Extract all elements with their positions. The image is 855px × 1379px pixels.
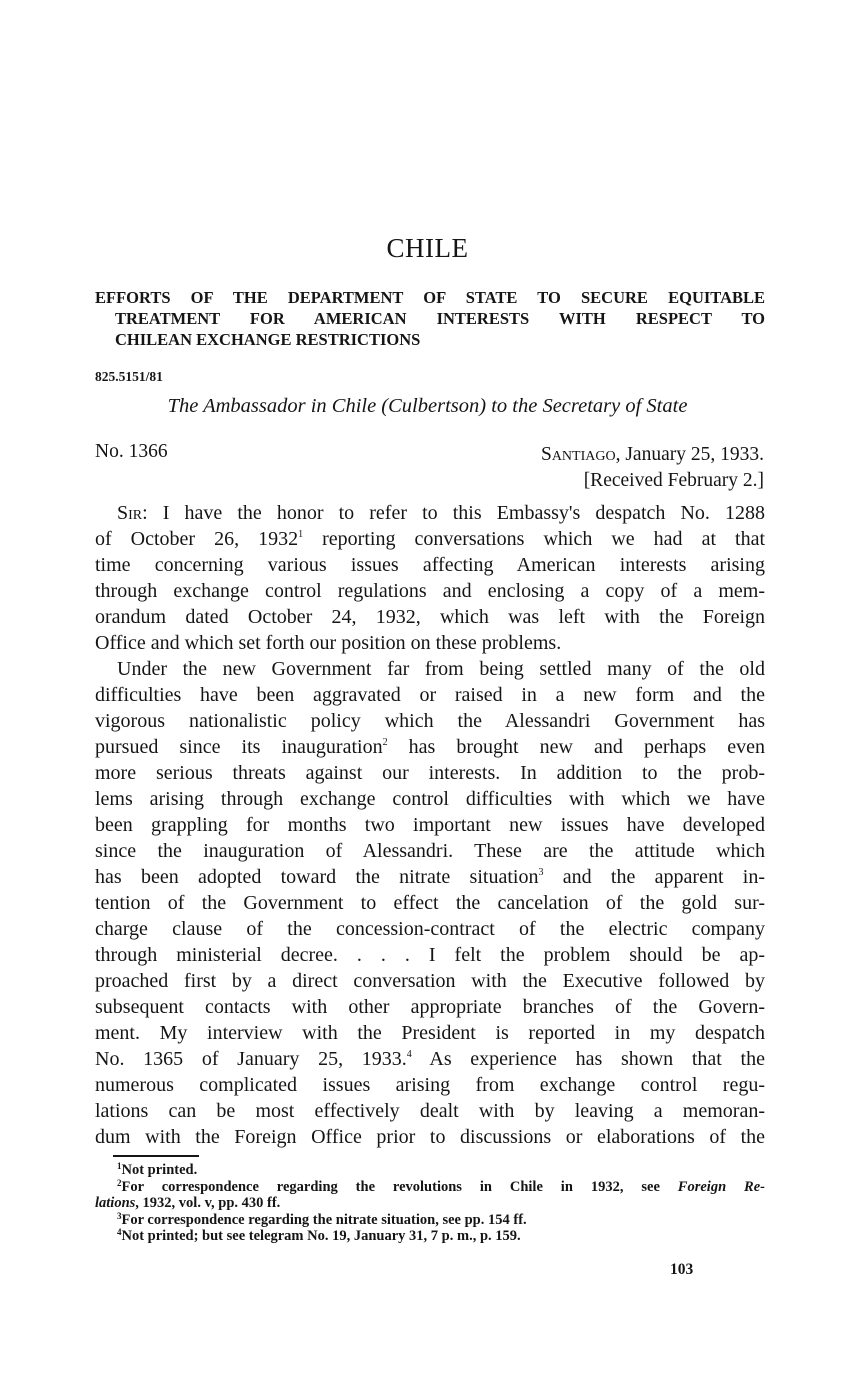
body-line: of October 26, 1932$^1$ reporting conversations which we had at that bbox=[95, 528, 766, 550]
footnote-2-continued: lations, 1932, vol. v, pp. 430 ff. bbox=[95, 1195, 281, 1211]
body-line: subsequent contacts with other appropriate branches of the Govern- bbox=[95, 996, 765, 1018]
country-title: CHILE bbox=[386, 233, 469, 263]
salutation: Sir: bbox=[117, 502, 148, 524]
document-byline: The Ambassador in Chile (Culbertson) to the Secretary of State bbox=[167, 395, 688, 417]
footnote-4: $^4$Not printed; but see telegram No. 19, January 31, 7 p. m., p. 159. bbox=[117, 1227, 521, 1244]
body-line: lations can be most effectively dealt with by leaving a memoran- bbox=[95, 1100, 765, 1122]
dateline-received: [Received February 2.] bbox=[583, 470, 764, 491]
document-number: No. 1366 bbox=[95, 441, 168, 462]
body-line: orandum dated October 24, 1932, which was left with the Foreign bbox=[95, 606, 765, 628]
body-line: proached first by a direct conversation with the Executive followed by bbox=[95, 970, 765, 992]
body-line: lems arising through exchange control difficulties with which we have bbox=[95, 788, 765, 810]
footnote-mark: 1 bbox=[117, 1161, 122, 1171]
body-line: has been adopted toward the nitrate situation$^3$ and the apparent in- bbox=[95, 866, 766, 888]
footnote-ref: 3 bbox=[538, 867, 544, 878]
page-number: 103 bbox=[670, 1261, 694, 1278]
footnote-ref: 4 bbox=[406, 1049, 412, 1060]
body-line: Office and which set forth our position on these problems. bbox=[95, 632, 562, 654]
letter-body bbox=[95, 500, 765, 1150]
dateline-place-date bbox=[541, 442, 764, 468]
body-line: ment. My interview with the President is reported in my despatch bbox=[95, 1022, 765, 1044]
body-line: Under the new Government far from being settled many of the old bbox=[117, 658, 765, 680]
footnote-ref: 1 bbox=[298, 529, 304, 540]
body-line: been grappling for months two important new issues have developed bbox=[95, 814, 765, 836]
body-line: numerous complicated issues arising from exchange control regu- bbox=[95, 1074, 765, 1096]
footnote-divider bbox=[113, 1155, 199, 1157]
footnote-mark: 2 bbox=[117, 1177, 122, 1188]
body-line: charge clause of the concession-contract of the electric company bbox=[95, 918, 765, 940]
footnote-ref: 2 bbox=[382, 737, 388, 748]
dateline bbox=[541, 442, 764, 494]
body-line: Sir: I have the honor to refer to this Embassy's despatch No. 1288 bbox=[117, 502, 765, 524]
footnote-2: $^2$For correspondence regarding the revolutions in Chile in 1932, see Foreign Re- bbox=[117, 1177, 765, 1195]
footnote-mark: 4 bbox=[117, 1227, 122, 1237]
dateline-place: Santiago bbox=[540, 444, 616, 465]
file-number: 825.5151/81 bbox=[95, 369, 163, 384]
body-line: dum with the Foreign Office prior to discussions or elaborations of the bbox=[95, 1126, 765, 1148]
body-line: pursued since its inauguration$^2$ has brought new and perhaps even bbox=[95, 736, 765, 758]
footnote-3: $^3$For correspondence regarding the nitrate situation, see pp. 154 ff. bbox=[117, 1210, 527, 1228]
body-line: vigorous nationalistic policy which the Alessandri Government has bbox=[95, 710, 765, 732]
body-line: through ministerial decree. . . . I felt the problem should be ap- bbox=[95, 944, 765, 966]
section-heading bbox=[95, 287, 765, 350]
body-line: time concerning various issues affecting American interests arising bbox=[95, 554, 765, 576]
body-line: No. 1365 of January 25, 1933.$^4$ As experience has shown that the bbox=[95, 1048, 765, 1070]
heading-line: TREATMENT FOR AMERICAN INTERESTS WITH RESPECT TO bbox=[115, 309, 765, 328]
dateline-date: , January 25, 1933. bbox=[615, 444, 764, 465]
body-line: since the inauguration of Alessandri. These are the attitude which bbox=[95, 840, 765, 862]
footnote-1: $^1$Not printed. bbox=[117, 1161, 198, 1178]
footnote-mark: 3 bbox=[117, 1210, 122, 1221]
heading-line: EFFORTS OF THE DEPARTMENT OF STATE TO SECURE EQUITABLE bbox=[95, 288, 765, 307]
body-line: through exchange control regulations and enclosing a copy of a mem- bbox=[95, 580, 765, 602]
body-line: difficulties have been aggravated or raised in a new form and the bbox=[95, 684, 765, 706]
body-line: more serious threats against our interests. In addition to the prob- bbox=[95, 762, 765, 784]
body-line: tention of the Government to effect the cancelation of the gold sur- bbox=[95, 892, 765, 914]
footnotes bbox=[95, 1162, 765, 1245]
heading-line: CHILEAN EXCHANGE RESTRICTIONS bbox=[115, 330, 421, 349]
